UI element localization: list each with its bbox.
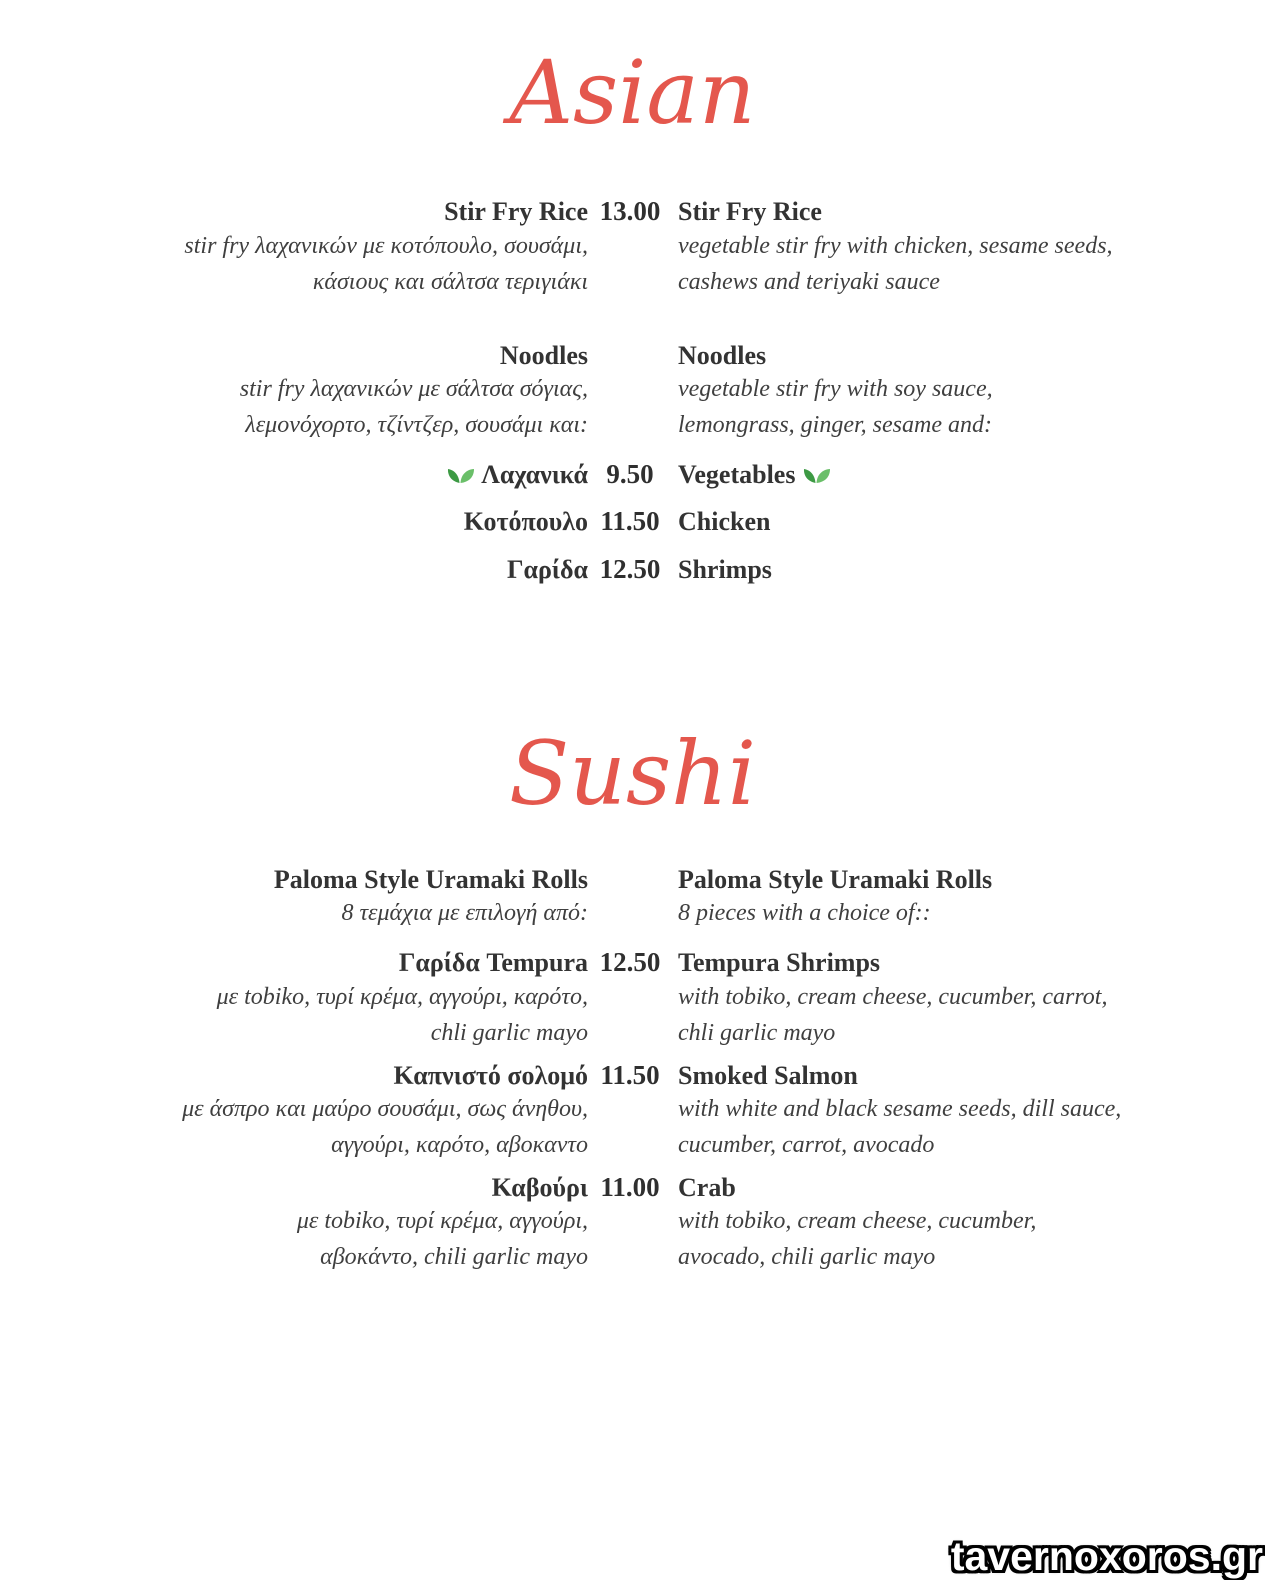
desc-line: stir fry λαχανικών με κοτόπουλο, σουσάμι, bbox=[184, 232, 588, 259]
variant-price: 9.50 bbox=[606, 458, 654, 489]
variant-row-chicken bbox=[0, 505, 1265, 537]
item-price: 13.00 bbox=[599, 196, 661, 227]
item-name-english: Stir Fry Rice bbox=[678, 197, 822, 227]
menu-item-crab bbox=[0, 1171, 1265, 1275]
menu-item-tempura-shrimps bbox=[0, 946, 1265, 1050]
variant-name-english: Shrimps bbox=[678, 554, 772, 584]
item-desc-english bbox=[672, 1091, 1265, 1163]
desc-line: vegetable stir fry with chicken, sesame seeds, bbox=[678, 232, 1113, 259]
desc-line: avocado, chili garlic mayo bbox=[678, 1244, 936, 1271]
item-name-english: Crab bbox=[678, 1173, 736, 1203]
desc-line: με tobiko, τυρί κρέμα, αγγούρι, bbox=[296, 1208, 588, 1235]
sushi-category-header bbox=[0, 864, 1265, 931]
variant-name-greek: Γαρίδα bbox=[506, 554, 588, 584]
item-desc-greek bbox=[0, 979, 588, 1051]
desc-line: vegetable stir fry with soy sauce, bbox=[678, 375, 993, 402]
item-name-greek: Καπνιστό σολομό bbox=[393, 1060, 588, 1090]
category-sub-english: 8 pieces with a choice of:: bbox=[678, 900, 931, 927]
variant-price: 11.50 bbox=[600, 506, 660, 537]
item-desc-english bbox=[672, 228, 1265, 300]
desc-line: with white and black sesame seeds, dill sauce, bbox=[678, 1096, 1122, 1123]
item-desc-greek bbox=[0, 1091, 588, 1163]
variant-name-english: Vegetables bbox=[678, 459, 796, 489]
desc-line: με tobiko, τυρί κρέμα, αγγούρι, καρότο, bbox=[216, 983, 588, 1010]
desc-line: chli garlic mayo bbox=[678, 1019, 836, 1046]
variant-price: 12.50 bbox=[599, 553, 661, 584]
category-name-greek: Paloma Style Uramaki Rolls bbox=[273, 865, 588, 895]
item-desc-english bbox=[672, 371, 1265, 443]
desc-line: stir fry λαχανικών με σάλτσα σόγιας, bbox=[239, 375, 588, 402]
desc-line: αγγούρι, καρότο, αβοκαντο bbox=[331, 1132, 588, 1159]
menu-item-smoked-salmon bbox=[0, 1059, 1265, 1163]
desc-line: κάσιους και σάλτσα τεριγιάκι bbox=[312, 268, 588, 295]
variant-name-greek: Λαχανικά bbox=[481, 459, 588, 489]
variant-name-english: Chicken bbox=[678, 507, 771, 537]
variant-name-greek: Κοτόπουλο bbox=[463, 507, 588, 537]
desc-line: lemongrass, ginger, sesame and: bbox=[678, 411, 992, 438]
desc-line: αβοκάντο, chili garlic mayo bbox=[320, 1244, 588, 1271]
menu-item-noodles bbox=[0, 340, 1265, 585]
item-name-greek: Noodles bbox=[499, 340, 588, 370]
item-desc-greek bbox=[0, 1203, 588, 1275]
item-name-greek: Γαρίδα Tempura bbox=[398, 948, 588, 978]
desc-line: chli garlic mayo bbox=[430, 1019, 588, 1046]
desc-line: cashews and teriyaki sauce bbox=[678, 268, 940, 295]
item-desc-greek bbox=[0, 228, 588, 300]
desc-line: με άσπρο και μαύρο σουσάμι, σως άνηθου, bbox=[182, 1096, 588, 1123]
desc-line: cucumber, carrot, avocado bbox=[678, 1132, 935, 1159]
item-desc-english bbox=[672, 979, 1265, 1051]
desc-line: with tobiko, cream cheese, cucumber, carrot, bbox=[678, 983, 1108, 1010]
item-name-english: Noodles bbox=[678, 340, 767, 370]
desc-line: λεμονόχορτο, τζίντζερ, σουσάμι και: bbox=[245, 411, 588, 438]
section-title-sushi: Sushi bbox=[509, 721, 756, 825]
item-desc-english bbox=[672, 1203, 1265, 1275]
item-name-english: Tempura Shrimps bbox=[678, 948, 881, 978]
item-name-english: Smoked Salmon bbox=[678, 1060, 858, 1090]
vegetarian-leaf-icon bbox=[802, 466, 832, 486]
item-price: 12.50 bbox=[599, 947, 661, 978]
variant-row-shrimps bbox=[0, 553, 1265, 585]
variant-row-vegetables bbox=[0, 458, 1265, 490]
item-name-greek: Stir Fry Rice bbox=[444, 197, 588, 227]
item-price: 11.50 bbox=[600, 1059, 660, 1090]
item-price: 11.00 bbox=[600, 1172, 660, 1203]
item-name-greek: Καβούρι bbox=[491, 1173, 588, 1203]
category-sub-greek: 8 τεμάχια με επιλογή από: bbox=[341, 900, 588, 927]
category-name-english: Paloma Style Uramaki Rolls bbox=[678, 865, 993, 895]
site-watermark: tavernoxoros.gr bbox=[950, 1533, 1263, 1579]
item-desc-greek bbox=[0, 371, 588, 443]
vegetarian-leaf-icon bbox=[446, 466, 476, 486]
menu-item-stir-fry-rice bbox=[0, 195, 1265, 299]
section-title-asian: Asian bbox=[509, 41, 756, 144]
desc-line: with tobiko, cream cheese, cucumber, bbox=[678, 1208, 1037, 1235]
